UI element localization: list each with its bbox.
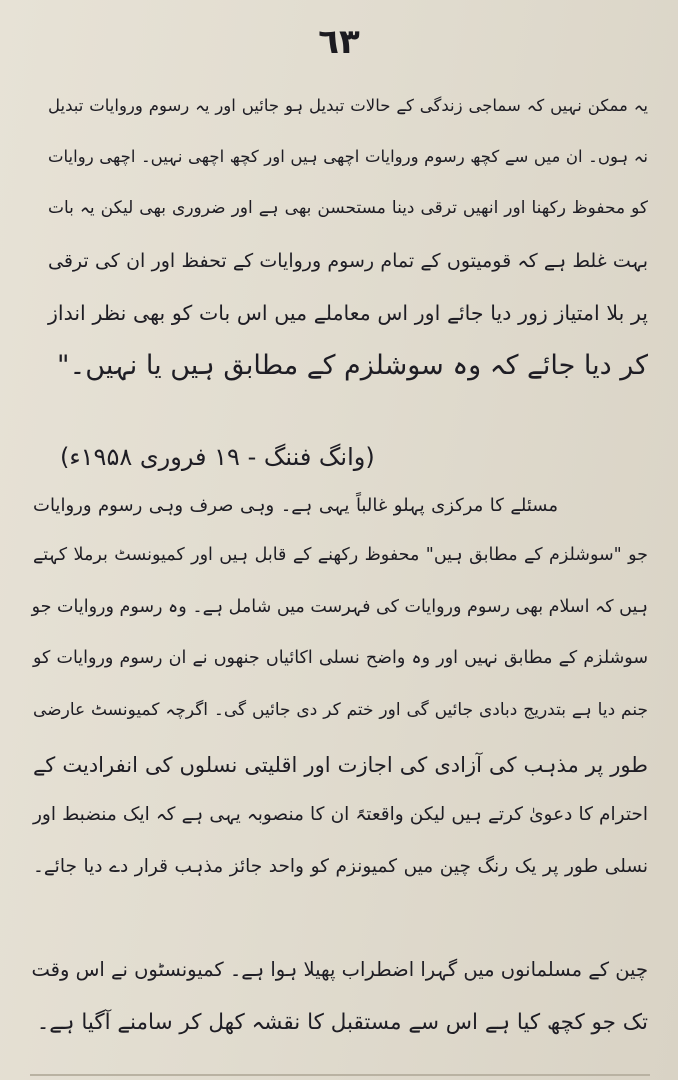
body-line: احترام کا دعویٰ کرتے ہیں لیکن واقعتہً ان کا منصوبہ یہی ہے کہ ایک منضبط اور [33, 804, 648, 825]
page-bottom-rule [30, 1074, 650, 1076]
body-line: جو "سوشلزم کے مطابق ہیں" محفوظ رکھنے کے قابل ہیں اور کمیونسٹ برملا کہتے [33, 545, 648, 565]
body-line: طور پر مذہب کی آزادی کی اجازت اور اقلیتی نسلوں کی انفرادیت کے [33, 753, 648, 777]
body-line: نسلی طور پر یک رنگ چین میں کمیونزم کو واحد جائز مذہب قرار دے دیا جائے۔ [33, 856, 648, 877]
body-line: چین کے مسلمانوں میں گہرا اضطراب پھیلا ہوا ہے۔ کمیونسٹوں نے اس وقت [31, 958, 648, 981]
quote-line: کو محفوظ رکھنا اور انھیں ترقی دینا مستحسن بھی ہے اور ضروری بھی لیکن یہ بات [48, 198, 648, 218]
quote-line: نہ ہوں۔ ان میں سے کچھ رسوم وروایات اچھی ہیں اور کچھ اچھی نہیں۔ اچھی روایات [48, 147, 648, 166]
body-line: مسئلے کا مرکزی پہلو غالباً یہی ہے۔ وہی صرف وہی رسوم وروایات [33, 495, 558, 516]
quote-line: بہت غلط ہے کہ قومیتوں کے تمام رسوم وروایات کے تحفظ اور ان کی ترقی [48, 250, 648, 272]
quote-line: یہ ممکن نہیں کہ سماجی زندگی کے حالات تبدیل ہو جائیں اور یہ رسوم وروایات تبدیل [48, 96, 648, 115]
page-number: ٦٣ [318, 22, 360, 62]
body-line: سوشلزم کے مطابق نہیں اور وہ واضح نسلی اکائیاں جنھوں نے ان رسوم وروایات کو [33, 648, 648, 668]
body-line: تک جو کچھ کیا ہے اس سے مستقبل کا نقشہ کھل کر سامنے آگیا ہے۔ [36, 1010, 648, 1035]
quote-line: کر دیا جائے کہ وہ سوشلزم کے مطابق ہیں یا نہیں۔" [57, 350, 648, 381]
quote-line: پر بلا امتیاز زور دیا جائے اور اس معاملے میں اس بات کو بھی نظر انداز [48, 301, 648, 325]
body-line: ہیں کہ اسلام بھی رسوم وروایات کی فہرست میں شامل ہے۔ وہ رسوم وروایات جو [31, 597, 648, 617]
quote-attribution: (وانگ فننگ - ۱۹ فروری ۱۹۵۸ء) [60, 443, 375, 471]
body-line: جنم دیا ہے بتدریج دبادی جائیں گی اور ختم کر دی جائیں گی۔ اگرچہ کمیونسٹ عارضی [33, 700, 648, 720]
